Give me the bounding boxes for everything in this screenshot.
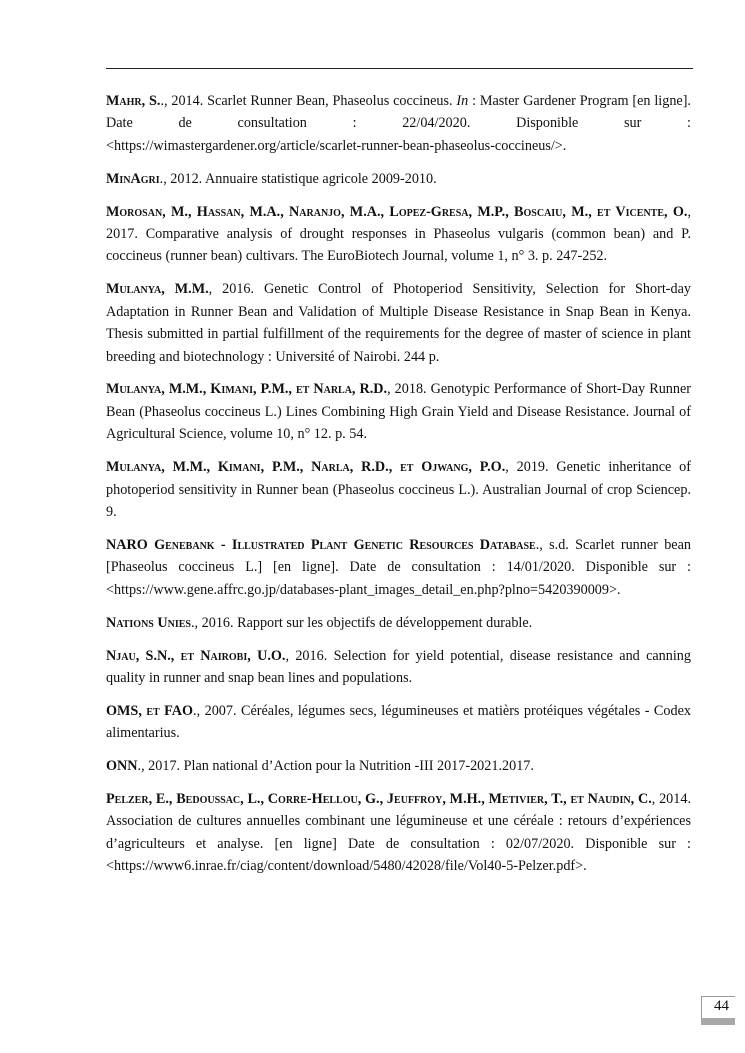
reference-njau <box>106 645 691 690</box>
header-rule <box>106 68 693 69</box>
reference-text: ., 2007. Céréales, légumes secs, légumineuses et matièrs protéiques végétales - Codex alimentarius. <box>106 702 691 742</box>
reference-text: ., 2012. Annuaire statistique agricole 2009-2010. <box>159 170 437 187</box>
reference-italic: In <box>456 93 469 109</box>
reference-mulanya-2016 <box>106 278 691 368</box>
reference-url: <https://www6.inrae.fr/ciag/content/download/5480/42028/file/Vol40-5-Pelzer.pdf>. <box>106 858 587 875</box>
reference-morosan <box>106 201 691 268</box>
reference-text: , 2017. Comparative analysis of drought responses in Phaseolus vulgaris (common bean) and P. coccineus (runner bean) cultivars. The EuroBiotech Journal, volume 1, n° 3. p. 247-252. <box>106 203 691 265</box>
reference-nations-unies <box>106 612 691 634</box>
reference-authors: ONN <box>106 758 138 775</box>
reference-mulanya-2019 <box>106 456 691 523</box>
reference-mulanya-2018 <box>106 378 691 445</box>
reference-text: , 2019. Genetic inheritance of photoperiod sensitivity in Runner bean (Phaseolus coccineus L.). Australian Journal of crop Sciencep. 9. <box>106 459 691 520</box>
reference-authors: Mulanya, M.M., Kimani, P.M., et Narla, R.D. <box>106 381 388 398</box>
reference-text: , 2014. Association de cultures annuelles combinant une légumineuse et une céréale : retours d’expériences d’agriculteurs et analyse. [en ligne] Date de consultation : 02/07/2020. Disponible sur : <box>106 791 691 852</box>
reference-authors: Morosan, M., Hassan, M.A., Naranjo, M.A., Lopez-Gresa, M.P., Boscaiu, M., et Vicente, O. <box>106 203 688 220</box>
page-number: 44 <box>714 998 729 1014</box>
reference-text: ., 2017. Plan national d’Action pour la Nutrition -III 2017-2021.2017. <box>137 758 534 775</box>
reference-authors: Mulanya, M.M. <box>106 281 209 298</box>
reference-url: <https://wimastergardener.org/article/scarlet-runner-bean-phaseolus-coccineus/>. <box>106 137 567 154</box>
reference-authors: Nations Unies <box>106 614 191 631</box>
reference-text: ., 2016. Rapport sur les objectifs de développement durable. <box>191 614 533 631</box>
reference-authors: OMS, et FAO <box>106 702 194 719</box>
reference-naro <box>106 534 691 601</box>
reference-authors: Njau, S.N., et Nairobi, U.O. <box>106 647 286 664</box>
reference-authors: NARO Genebank - Illustrated Plant Genetic Resources Database <box>106 536 536 553</box>
reference-authors: Mahr, S. <box>106 93 161 109</box>
reference-onn <box>106 755 691 777</box>
reference-authors: MinAgri <box>106 170 160 187</box>
reference-text: , 2018. Genotypic Performance of Short-Day Runner Bean (Phaseolus coccineus L.) Lines Combining High Grain Yield and Disease Resistance. Journal of Agricultural Science, volume 10, n° 12. p. 54. <box>106 381 691 443</box>
reference-pelzer <box>106 788 691 878</box>
reference-minagri <box>106 168 691 190</box>
reference-text: ., 2014. Scarlet Runner Bean, Phaseolus coccineus. <box>160 93 457 109</box>
page-number-box <box>701 996 735 1019</box>
reference-oms-fao <box>106 700 691 745</box>
reference-text: : Master Gardener Program [en ligne]. Date de consultation : 22/04/2020. Disponible sur : <box>106 93 691 132</box>
reference-mahr <box>106 90 691 157</box>
reference-authors: Pelzer, E., Bedoussac, L., Corre-Hellou, G., Jeuffroy, M.H., Metivier, T., et Naudin, C. <box>106 791 652 808</box>
reference-text: , 2016. Genetic Control of Photoperiod Sensitivity, Selection for Short-day Adaptation in Runner Bean and Validation of Multiple Disease Resistance in Snap Bean in Kenya. Thesis submitted in partial fulfillment of the requirements for the degree of master of science in plant breeding and biotechnology : Université of Nairobi. 244 p. <box>106 281 691 365</box>
page-number-bar <box>701 1018 735 1025</box>
reference-authors: Mulanya, M.M., Kimani, P.M., Narla, R.D., et Ojwang, P.O. <box>106 459 506 476</box>
reference-text: , 2016. Selection for yield potential, disease resistance and canning quality in runner and snap bean lines and populations. <box>106 647 691 686</box>
reference-list <box>106 90 691 888</box>
reference-text: ., s.d. Scarlet runner bean [Phaseolus coccineus L.] [en ligne]. Date de consultation : 14/01/2020. Disponible sur : <box>106 536 691 576</box>
reference-url: <https://www.gene.affrc.go.jp/databases-plant_images_detail_en.php?plno=5420390009>. <box>106 581 621 598</box>
